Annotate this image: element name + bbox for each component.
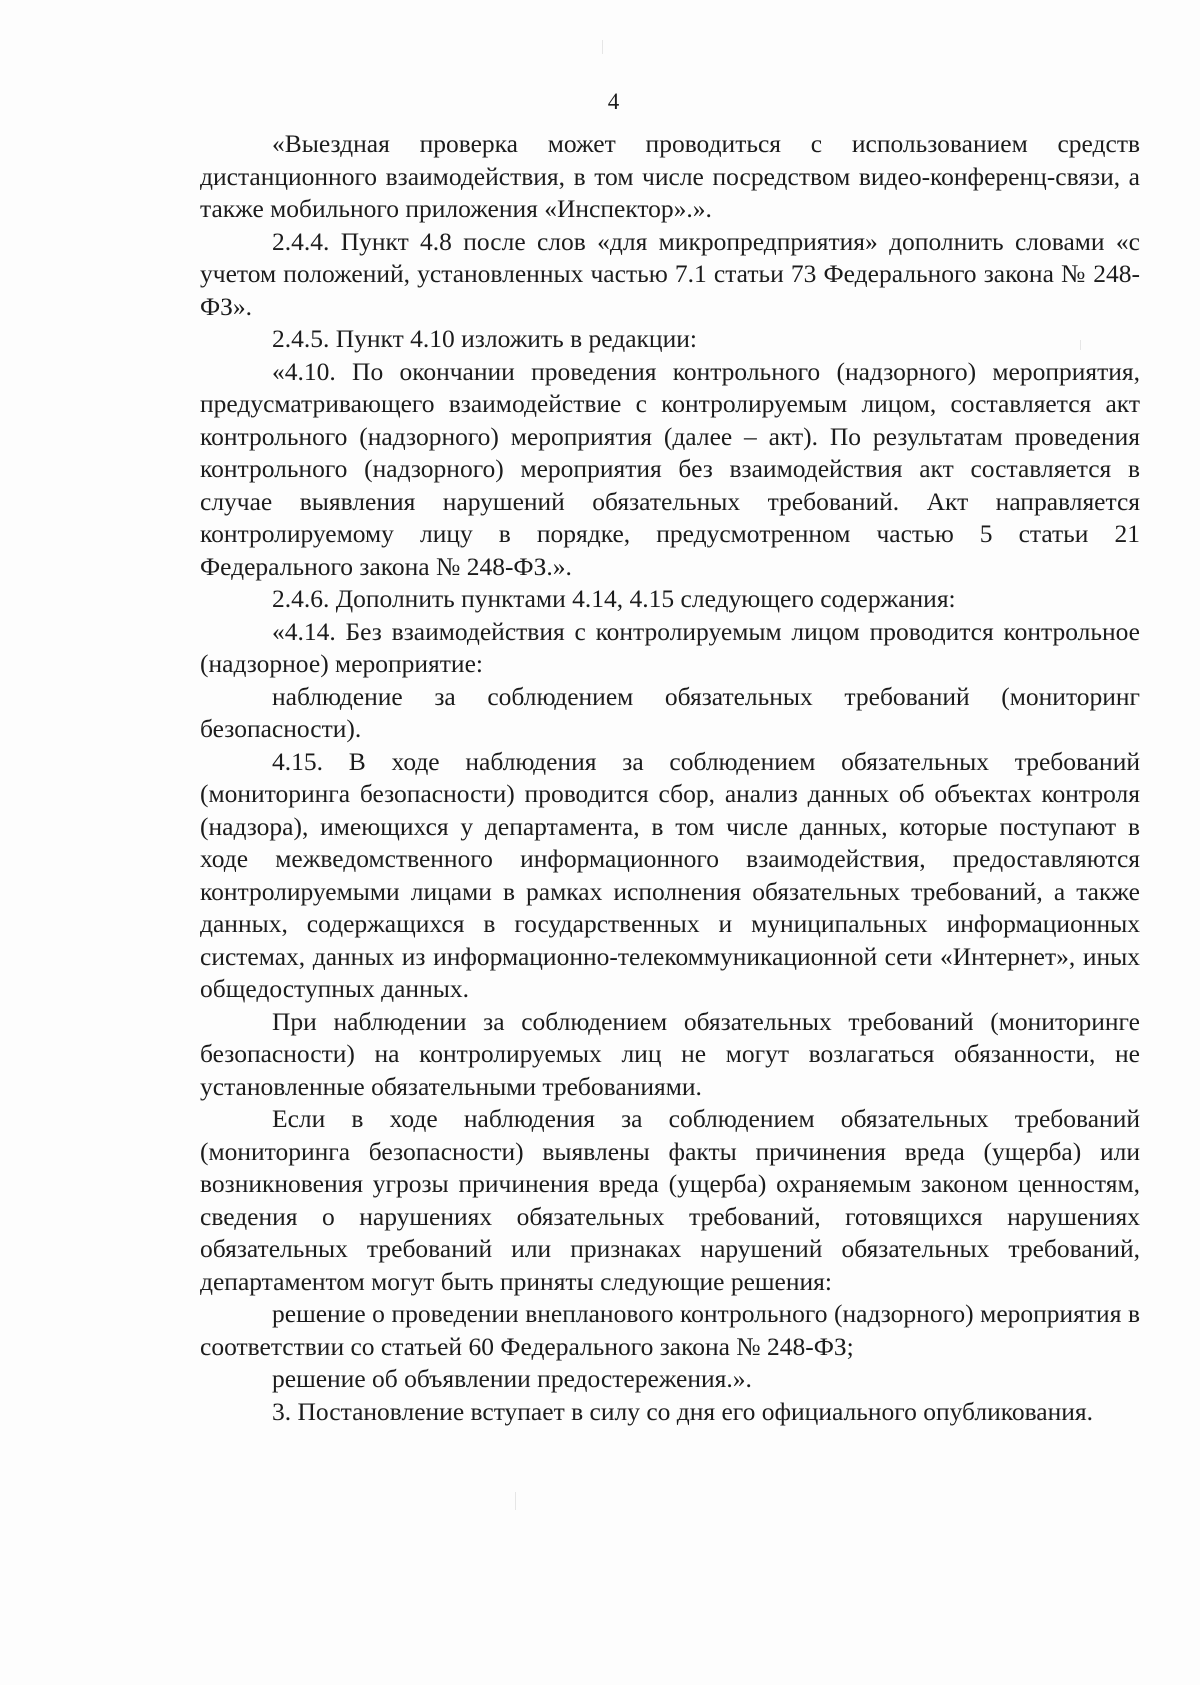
paragraph-monitoring: наблюдение за соблюдением обязательных требований (мониторинг безопасности). [200,681,1140,743]
paragraph-effective-date: 3. Постановление вступает в силу со дня его официального опубликования. [272,1396,1093,1426]
paragraph-4-15: 4.15. В ходе наблюдения за соблюдением обязательных требований (мониторинга безопасности) проводится сбор, анализ данных об объектах контроля (надзора), имеющихся у департамента, в том числе данных, которые поступают в ходе межведомственного информационного взаимодействия, предоставляются контролируемыми лицами в рамках исполнения обязательных требований, а также данных, содержащихся в государственных и муниципальных информационных системах, данных из информационно-телекоммуникационной сети «Интернет», иных общедоступных данных. [200,746,1140,1003]
paragraph-decisions: Если в ходе наблюдения за соблюдением обязательных требований (мониторинга безопасности) выявлены факты причинения вреда (ущерба) или возникновения угрозы причинения вреда (ущерба) охраняемым законом ценностям, сведения о нарушениях обязательных требований, готовящихся нарушениях обязательных требований или признаках нарушений обязательных требований, департаментом могут быть приняты следующие решения: [200,1104,1140,1296]
scan-artifact [602,40,603,54]
paragraph-2-4-5: 2.4.5. Пункт 4.10 изложить в редакции: [272,324,697,353]
paragraph-4-14: «4.14. Без взаимодействия с контролируемым лицом проводится контрольное (надзорное) мероприятие: [200,616,1140,678]
paragraph-4-10: «4.10. По окончании проведения контрольного (надзорного) мероприятия, предусматривающего взаимодействие с контролируемым лицом, составляется акт контрольного (надзорного) мероприятия (далее – акт). По результатам проведения контрольного (надзорного) мероприятия без взаимодействия акт составляется в случае выявления нарушений обязательных требований. Акт направляется контролируемому лицу в порядке, предусмотренном частью 5 статьи 21 Федерального закона № 248-ФЗ.». [200,356,1140,581]
paragraph-mobile-app: «Выездная проверка может проводиться с использованием средств дистанционного взаимодействия, в том числе посредством видео-конференц-связи, а также мобильного приложения «Инспектор».». [200,129,1140,223]
paragraph-unscheduled-inspection: решение о проведении внепланового контрольного (надзорного) мероприятия в соответствии со статьей 60 Федерального закона № 248-ФЗ; [200,1299,1140,1361]
paragraph-no-obligations: При наблюдении за соблюдением обязательных требований (мониторинге безопасности) на контролируемых лиц не могут возлагаться обязанности, не установленные обязательными требованиями. [200,1006,1140,1101]
document-body [200,128,1140,1428]
paragraph-2-4-6: 2.4.6. Дополнить пунктами 4.14, 4.15 следующего содержания: [272,584,956,613]
paragraph-warning: решение об объявлении предостережения.». [272,1364,752,1393]
page-number: 4 [607,89,620,114]
scan-artifact [515,1492,516,1510]
paragraph-2-4-4: 2.4.4. Пункт 4.8 после слов «для микропредприятия» дополнить словами «с учетом положений, установленных частью 7.1 статьи 73 Федерального закона № 248-ФЗ». [200,226,1140,321]
